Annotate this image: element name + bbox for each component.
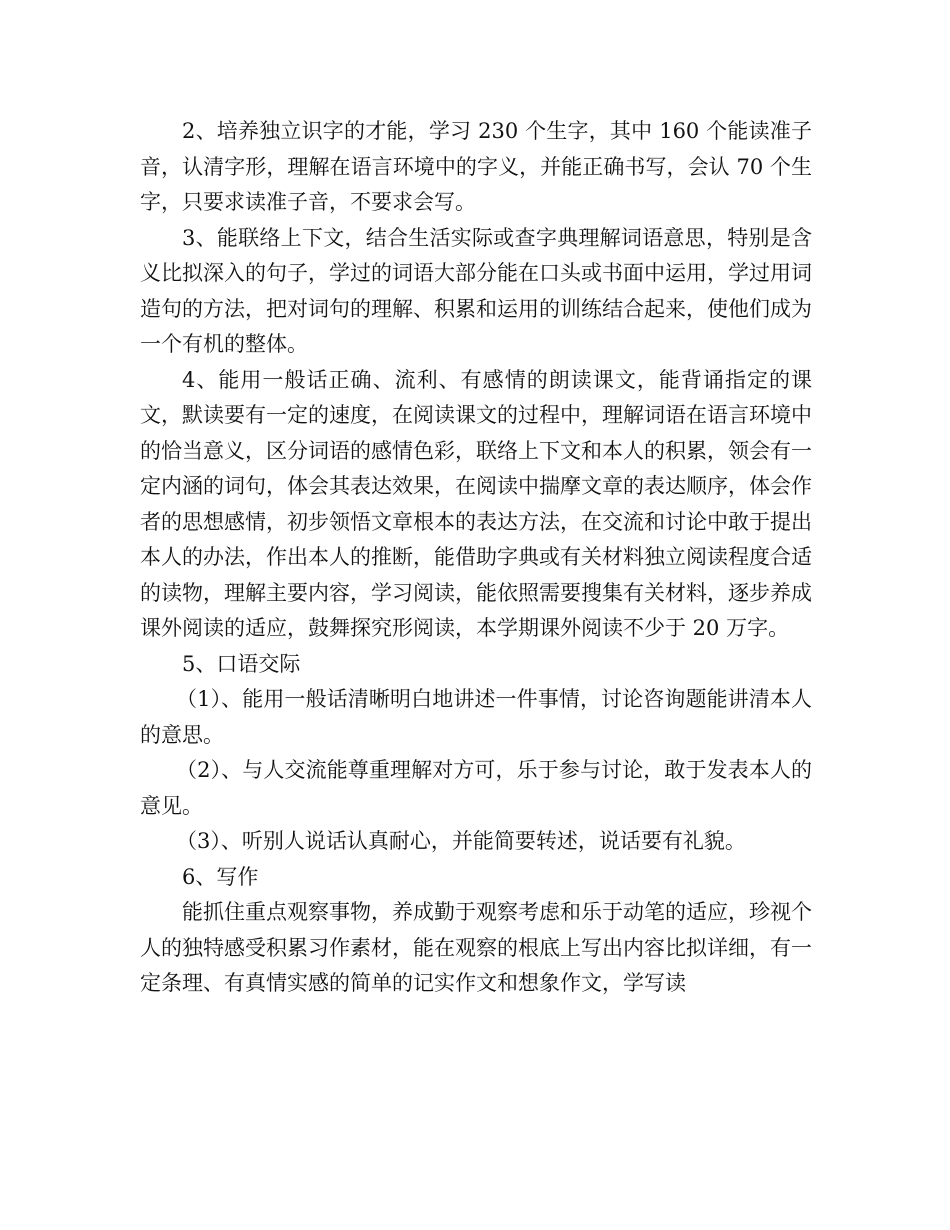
document-body xyxy=(140,114,812,1002)
heading-oral-communication: 5、口语交际 xyxy=(182,651,301,676)
paragraph-literacy: 2、培养独立识字的才能，学习 230 个生字，其中 160 个能读准子音，认清字形，理解在语言环境中的字义，并能正确书写，会认 70 个生字，只要求读准子音，不要求会写。 xyxy=(140,119,812,214)
paragraph-reading: 4、能用一般话正确、流利、有感情的朗读课文，能背诵指定的课文，默读要有一定的速度，在阅读课文的过程中，理解词语在语言环境中的恰当意义，区分词语的感情色彩，联络上下文和本人的积累，领会有一定内涵的词句，体会其表达效果，在阅读中揣摩文章的表达顺序，体会作者的思想感情，初步领悟文章根本的表达方法，在交流和讨论中敢于提出本人的办法，作出本人的推断，能借助字典或有关材料独立阅读程度合适的读物，理解主要内容，学习阅读，能依照需要搜集有关材料，逐步养成课外阅读的适应，鼓舞探究形阅读，本学期课外阅读不少于 20 万字。 xyxy=(140,367,812,640)
paragraph-vocabulary: 3、能联络上下文，结合生活实际或查字典理解词语意思，特别是含义比拟深入的句子，学过的词语大部分能在口头或书面中运用，学过用词造句的方法，把对词句的理解、积累和运用的训练结合起来，使他们成为一个有机的整体。 xyxy=(140,225,812,356)
heading-writing: 6、写作 xyxy=(182,864,259,889)
paragraph-writing: 能抓住重点观察事物，养成勤于观察考虑和乐于动笔的适应，珍视个人的独特感受积累习作素材，能在观察的根底上写出内容比拟详细，有一定条理、有真情实感的简单的记实作文和想象作文，学写读 xyxy=(140,900,812,995)
paragraph-oral-item-3: （3）、听别人说话认真耐心，并能简要转述，说话要有礼貌。 xyxy=(176,829,746,853)
paragraph-oral-item-2: （2）、与人交流能尊重理解对方可，乐于参与讨论，敢于发表本人的意见。 xyxy=(140,758,812,818)
paragraph-oral-item-1: （1）、能用一般话清晰明白地讲述一件事情，讨论咨询题能讲清本人的意思。 xyxy=(140,687,812,747)
